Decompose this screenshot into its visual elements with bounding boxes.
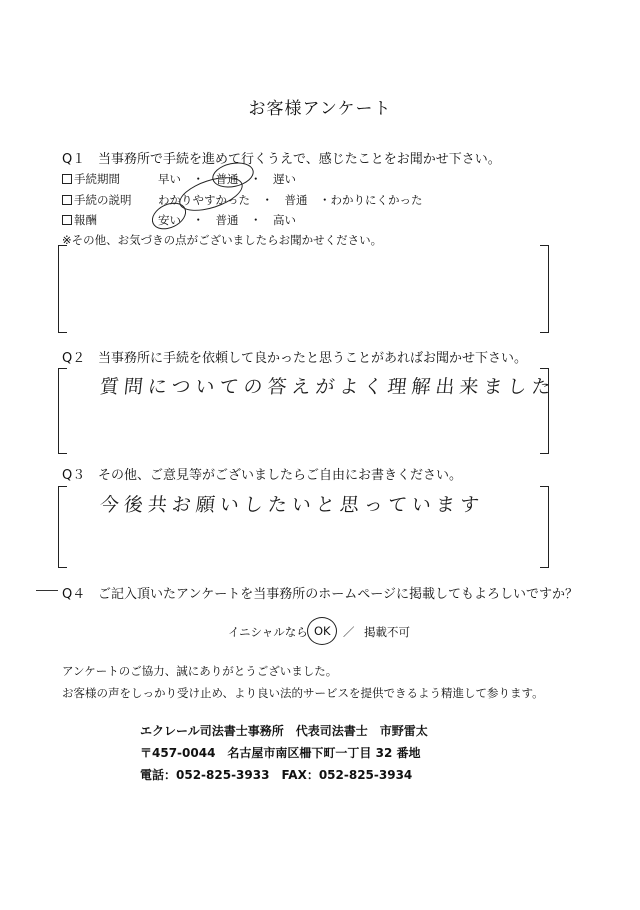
q2-question: 当事務所に手続を依頼して良かったと思うことがあればお聞かせ下さい。 [98,351,528,366]
answer-box-right [540,486,549,568]
q4-option-no[interactable]: 掲載不可 [364,625,410,639]
checkbox[interactable] [62,215,72,225]
q1-row-period [62,171,120,187]
footer-office: エクレール司法書士事務所 代表司法書士 市野雷太 [140,724,428,738]
q2-handwritten-answer: 質問についての答えがよく理解出来ました [98,376,557,398]
row-name: 報酬 [74,213,97,227]
q1-row-fee-options: 安い ・ 普通 ・ 高い [158,213,296,227]
q2-label: Q２ [62,351,86,366]
checkbox[interactable] [62,195,72,205]
thanks-line-2: お客様の声をしっかり受け止め、より良い法的サービスを提供できるよう精進して参ります。 [62,686,544,700]
footer-phone: 電話：052-825-3933 FAX：052-825-3934 [140,768,413,782]
thanks-line-1: アンケートのご協力、誠にありがとうございました。 [62,664,338,678]
margin-mark [36,590,58,591]
row-name: 手続の説明 [74,193,132,207]
q1-other-prompt: ※その他、お気づきの点がございましたらお聞かせください。 [62,233,383,247]
answer-box-right [540,245,549,333]
q3-question: その他、ご意見等がございましたらご自由にお書きください。 [98,468,463,483]
row-name: 手続期間 [74,172,120,186]
q1-row-fee [62,212,97,228]
q3-handwritten-answer: 今後共お願いしたいと思っています [98,494,486,516]
q1-label: Q１ [62,152,86,167]
q1-other-answer[interactable] [72,260,532,320]
q4-option-ok[interactable]: OK [314,624,331,638]
survey-title: お客様アンケート [248,99,392,119]
q4-question: ご記入頂いたアンケートを当事務所のホームページに掲載してもよろしいですか？ [98,587,578,602]
answer-box-left [58,245,67,333]
q4-separator: ／ [343,625,355,639]
q3-label: Q３ [62,468,86,483]
answer-box-left [58,486,67,568]
checkbox[interactable] [62,174,72,184]
q1-row-explanation [62,192,132,208]
q1-question: 当事務所で手続を進めて行くうえで、感じたことをお聞かせ下さい。 [98,152,501,167]
selected-circle [307,617,337,645]
q1-row-explanation-options: わかりやすかった ・ 普通 ・わかりにくかった [158,193,423,207]
q4-option-initial: イニシャルなら [228,625,308,639]
q4-label: Q４ [62,587,86,602]
q1-row-period-options: 早い ・ 普通 ・ 遅い [158,172,296,186]
footer-address: 〒457-0044 名古屋市南区柵下町一丁目 32 番地 [140,746,421,760]
answer-box-left [58,368,67,454]
